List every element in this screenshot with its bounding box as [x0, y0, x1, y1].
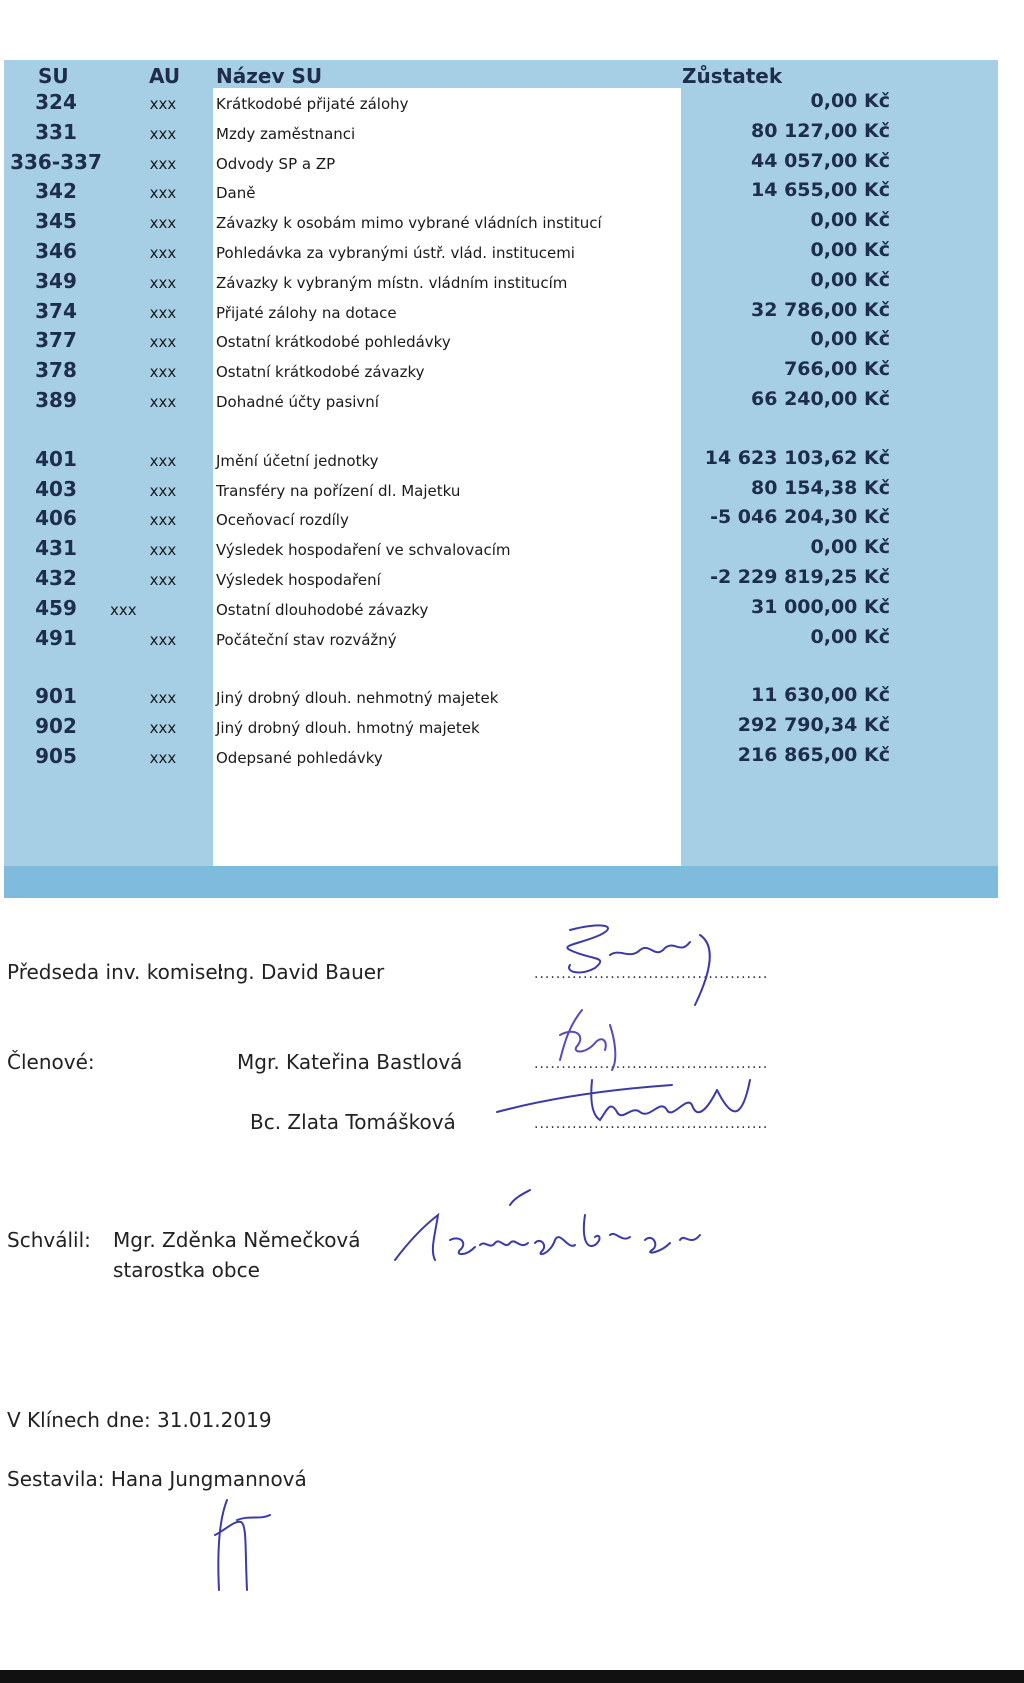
cell-name: Oceňovací rozdíly — [216, 511, 349, 530]
cell-balance: 14 655,00 Kč — [751, 179, 890, 202]
cell-name: Počáteční stav rozvážný — [216, 630, 397, 649]
cell-name: Jiný drobný dlouh. nehmotný majetek — [216, 689, 499, 708]
table-row — [4, 534, 998, 564]
cell-name: Odepsané pohledávky — [216, 749, 383, 767]
cell-name: Daně — [216, 184, 256, 203]
cell-su: 459 — [35, 595, 77, 620]
approver-name: Mgr. Zděnka Němečková — [113, 1228, 361, 1252]
cell-au: xxx — [149, 244, 177, 262]
table-row — [4, 742, 998, 772]
cell-balance: 292 790,34 Kč — [737, 714, 890, 737]
approver-role: starostka obce — [113, 1258, 260, 1282]
member2-name: Bc. Zlata Tomášková — [250, 1110, 456, 1134]
cell-au: xxx — [149, 571, 177, 589]
cell-name: Pohledávka za vybranými ústř. vlád. institucemi — [216, 244, 575, 262]
cell-au: xxx — [149, 451, 177, 470]
table-row — [4, 624, 998, 654]
cell-au: xxx — [149, 511, 177, 530]
cell-au: xxx — [149, 749, 177, 767]
table-row — [4, 682, 998, 712]
cell-su: 345 — [35, 209, 77, 234]
cell-au: xxx — [149, 719, 177, 738]
approver-signature — [390, 1185, 750, 1275]
cell-au: xxx — [149, 333, 177, 352]
cell-au: xxx — [149, 124, 177, 143]
cell-balance: 80 154,38 Kč — [751, 476, 890, 499]
member2-signature-line: ........................................... — [534, 1116, 769, 1132]
cell-su: 406 — [35, 506, 77, 531]
approved-label: Schválil: — [7, 1228, 91, 1252]
table-row — [4, 88, 998, 118]
cell-su: 377 — [35, 328, 77, 353]
cell-au: xxx — [149, 481, 177, 500]
place-date: V Klínech dne: 31.01.2019 — [7, 1408, 272, 1432]
compiled-by-signature — [205, 1490, 285, 1600]
cell-name: Ostatní dlouhodobé závazky — [216, 600, 429, 619]
cell-balance: -5 046 204,30 Kč — [710, 506, 890, 529]
member1-signature-line: ........................................... — [534, 1056, 769, 1072]
table-footer-band — [4, 866, 998, 898]
cell-balance: 0,00 Kč — [810, 536, 890, 559]
table-row — [4, 712, 998, 742]
table-row — [4, 118, 998, 148]
cell-su: 378 — [35, 358, 77, 383]
cell-su: 349 — [35, 268, 77, 293]
cell-name: Transféry na pořízení dl. Majetku — [216, 481, 461, 500]
cell-balance: 0,00 Kč — [810, 209, 890, 232]
cell-su: 389 — [35, 388, 77, 412]
cell-su: 346 — [35, 239, 77, 263]
table-row — [4, 267, 998, 297]
cell-su: 336-337 — [10, 149, 102, 174]
cell-balance: 766,00 Kč — [784, 358, 890, 381]
cell-balance: 0,00 Kč — [810, 239, 890, 261]
cell-au: xxx — [149, 154, 177, 173]
cell-au: xxx — [149, 363, 177, 382]
chair-name: Ing. David Bauer — [217, 960, 385, 984]
cell-au: xxx — [110, 600, 137, 619]
cell-name: Odvody SP a ZP — [216, 154, 336, 173]
chair-signature — [540, 920, 720, 1010]
cell-au: xxx — [149, 630, 177, 649]
table-row — [4, 326, 998, 356]
cell-au: xxx — [149, 184, 177, 203]
table-row — [4, 504, 998, 534]
cell-name: Závazky k vybraným místn. vládním institucím — [216, 273, 568, 292]
cell-name: Přijaté zálohy na dotace — [216, 303, 397, 322]
header-name: Název SU — [216, 64, 323, 88]
cell-name: Ostatní krátkodobé pohledávky — [216, 333, 451, 352]
cell-balance: 11 630,00 Kč — [751, 684, 890, 707]
cell-name: Výsledek hospodaření — [216, 571, 381, 589]
chair-signature-line: ........................................... — [534, 966, 769, 982]
cell-balance: 44 057,00 Kč — [751, 149, 890, 172]
cell-au: xxx — [149, 303, 177, 322]
table-row — [4, 177, 998, 207]
table-row — [4, 564, 998, 594]
table-row — [4, 237, 998, 267]
table-row — [4, 207, 998, 237]
table-row — [4, 445, 998, 475]
cell-name: Jiný drobný dlouh. hmotný majetek — [216, 719, 480, 738]
cell-su: 331 — [35, 119, 77, 144]
cell-balance: 0,00 Kč — [810, 90, 890, 112]
table-row — [4, 386, 998, 416]
cell-au: xxx — [149, 393, 177, 411]
cell-au: xxx — [149, 541, 177, 560]
cell-su: 324 — [35, 90, 77, 114]
cell-au: xxx — [149, 689, 177, 708]
cell-su: 905 — [35, 744, 77, 768]
cell-name: Výsledek hospodaření ve schvalovacím — [216, 541, 511, 560]
cell-balance: 0,00 Kč — [810, 328, 890, 351]
cell-name: Krátkodobé přijaté zálohy — [216, 95, 409, 113]
cell-au: xxx — [149, 273, 177, 292]
members-label: Členové: — [7, 1050, 95, 1074]
cell-balance: 32 786,00 Kč — [751, 298, 890, 321]
cell-name: Jmění účetní jednotky — [216, 451, 379, 470]
cell-au: xxx — [149, 95, 177, 113]
cell-su: 432 — [35, 566, 77, 590]
cell-balance: 0,00 Kč — [810, 625, 890, 648]
cell-su: 401 — [35, 446, 77, 471]
header-su: SU — [38, 64, 69, 88]
cell-su: 902 — [35, 714, 77, 739]
cell-su: 342 — [35, 179, 77, 204]
cell-name: Dohadné účty pasivní — [216, 393, 379, 411]
cell-su: 403 — [35, 476, 77, 501]
cell-au: xxx — [149, 214, 177, 233]
compiled-by: Sestavila: Hana Jungmannová — [7, 1467, 307, 1491]
cell-balance: 66 240,00 Kč — [751, 388, 890, 410]
cell-su: 431 — [35, 536, 77, 561]
page-bottom-edge — [0, 1670, 1024, 1683]
table-row — [4, 475, 998, 505]
cell-balance: 80 127,00 Kč — [751, 119, 890, 142]
member1-name: Mgr. Kateřina Bastlová — [237, 1050, 463, 1074]
table-row — [4, 594, 998, 624]
header-au: AU — [149, 64, 181, 88]
cell-name: Závazky k osobám mimo vybrané vládních institucí — [216, 214, 602, 233]
table-row — [4, 148, 998, 178]
cell-su: 374 — [35, 298, 77, 323]
header-balance: Zůstatek — [682, 64, 783, 88]
chair-label: Předseda inv. komise: — [7, 960, 225, 984]
cell-su: 901 — [35, 684, 77, 709]
inventory-table — [4, 60, 998, 898]
cell-balance: 14 623 103,62 Kč — [704, 446, 890, 469]
table-row — [4, 356, 998, 386]
cell-balance: 0,00 Kč — [810, 268, 890, 291]
cell-su: 491 — [35, 625, 77, 650]
member2-signature — [492, 1050, 772, 1150]
table-row — [4, 297, 998, 327]
cell-name: Mzdy zaměstnanci — [216, 124, 356, 143]
cell-name: Ostatní krátkodobé závazky — [216, 363, 425, 382]
cell-balance: 216 865,00 Kč — [737, 744, 890, 766]
cell-balance: 31 000,00 Kč — [751, 595, 890, 618]
cell-balance: -2 229 819,25 Kč — [710, 566, 890, 588]
